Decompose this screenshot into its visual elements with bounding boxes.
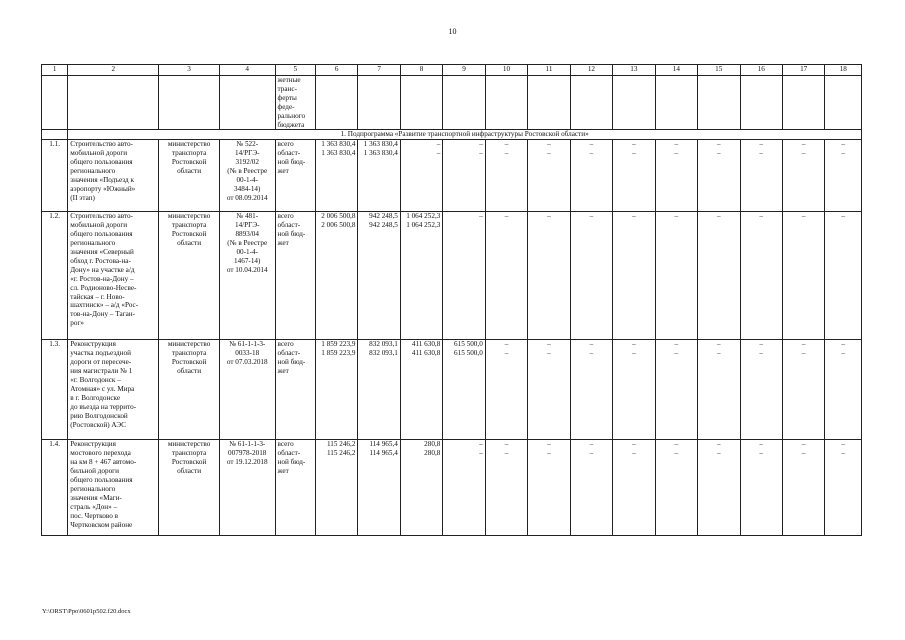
cell-line: –	[436, 149, 441, 158]
cell-line: ной бюд-	[277, 158, 306, 167]
cell-line: дороги от пересече-	[70, 358, 132, 367]
cell-line: –	[759, 340, 764, 349]
cell-line: –	[801, 212, 806, 221]
cell-line: «г. Ростов-на-Дону –	[70, 274, 134, 283]
cell-line: –	[716, 149, 721, 158]
cell-line: страль «Дон» –	[70, 502, 118, 511]
document-cell	[219, 140, 275, 212]
amount-col7-cell	[358, 440, 400, 536]
column-number: 9	[443, 65, 485, 76]
cell-line: 8893/04	[235, 230, 259, 239]
amount-cell	[613, 340, 655, 440]
column-number: 10	[485, 65, 527, 76]
cell-line: област-	[277, 221, 301, 230]
cell-line: всего	[277, 212, 294, 221]
cell-line: –	[759, 212, 764, 221]
cell-line: –	[801, 149, 806, 158]
amount-cell	[570, 340, 612, 440]
cell-line: –	[504, 149, 509, 158]
cell-line: област-	[277, 449, 301, 458]
cell-line: Реконструкция	[70, 440, 116, 449]
cell-line: –	[504, 349, 509, 358]
amount-cell	[655, 440, 697, 536]
page-number: 10	[448, 27, 457, 36]
amount-cell	[570, 140, 612, 212]
cell-line: 1 363 830,4	[363, 140, 398, 149]
cell-line: –	[547, 340, 551, 349]
column-number: 17	[782, 65, 824, 76]
cell-line: –	[632, 440, 636, 449]
cell-line: общего пользования	[70, 158, 133, 167]
cell-line: ния магистрали № 1	[70, 367, 133, 376]
cell-line: Строительство авто-	[70, 140, 133, 149]
funding-source-cell	[275, 340, 315, 440]
column-number: 11	[528, 65, 570, 76]
cell-line: регионального	[70, 239, 116, 248]
cell-line: Атомная» с ул. Мира	[70, 384, 135, 393]
cell-line: жет	[277, 367, 289, 376]
table-row	[42, 440, 862, 536]
cell-line: всего	[277, 340, 294, 349]
cell-line: –	[589, 340, 594, 349]
cell-line: –	[479, 149, 483, 158]
cell-line: № 481-	[236, 212, 259, 221]
cell-line: Чертковском районе	[70, 520, 133, 529]
cell-line: 942 248,5	[369, 212, 398, 221]
cell-line: –	[479, 449, 483, 458]
cell-line: 007978-2018	[228, 449, 267, 458]
cell-line: –	[674, 349, 679, 358]
cell-line: –	[716, 449, 721, 458]
cell-line: –	[479, 212, 483, 221]
amount-cell	[740, 440, 782, 536]
cell-line: «г. Волгодонск –	[70, 375, 121, 384]
amount-cell	[782, 440, 824, 536]
amount-cell	[570, 440, 612, 536]
cell-line: –	[716, 140, 721, 149]
cell-line: в г. Волгодонске	[70, 393, 121, 402]
object-name-cell	[68, 212, 159, 340]
amount-col9-cell	[443, 140, 485, 212]
amount-cell	[528, 140, 570, 212]
cell-line: 115 246,2	[326, 449, 356, 458]
cell-line: всего	[277, 140, 294, 149]
cell-line: (II этап)	[70, 193, 95, 202]
row-number: 1.2.	[42, 212, 68, 340]
cell-line: министерство	[167, 440, 211, 449]
cell-line: 3484-14)	[234, 184, 261, 193]
cell-line: –	[674, 149, 679, 158]
amount-col9-cell	[443, 212, 485, 340]
column-number: 13	[613, 65, 655, 76]
cell-line: 14/РГЭ-	[234, 221, 260, 230]
cell-line: общего пользования	[70, 475, 133, 484]
amount-cell	[740, 212, 782, 340]
cell-line: 615 500,0	[454, 340, 483, 349]
cell-line: 1 363 830,4	[321, 149, 356, 158]
cell-line: 615 500,0	[454, 349, 483, 358]
column-number: 7	[358, 65, 400, 76]
object-name-cell	[68, 440, 159, 536]
amount-col7-cell	[358, 212, 400, 340]
cell-line: 832 093,1	[369, 340, 398, 349]
cell-line: 115 246,2	[326, 440, 356, 449]
cell-line: значения «Подъезд к	[70, 175, 134, 184]
cell-line: –	[759, 449, 764, 458]
cell-line: 114 965,4	[369, 440, 398, 449]
cell-line: –	[632, 449, 636, 458]
amount-cell	[613, 440, 655, 536]
cell-line: –	[674, 440, 679, 449]
cell-line: –	[841, 340, 845, 349]
cell-line: –	[759, 349, 764, 358]
amount-cell	[825, 140, 862, 212]
column-number: 4	[219, 65, 275, 76]
amount-col8-cell	[400, 140, 442, 212]
cell-line: области	[177, 167, 202, 176]
amount-cell	[698, 212, 740, 340]
cell-line: –	[632, 149, 636, 158]
cell-line: –	[547, 440, 551, 449]
cell-line: –	[504, 140, 509, 149]
amount-cell	[570, 212, 612, 340]
amount-col7-cell	[358, 140, 400, 212]
cell-line: 2 006 500,8	[321, 212, 356, 221]
cell-line: 1467-14)	[234, 256, 261, 265]
amount-cell	[655, 140, 697, 212]
cell-line: –	[801, 449, 806, 458]
cell-line: рог»	[70, 319, 85, 328]
cell-line: 00-1-4-	[236, 247, 258, 256]
cell-line: 1 363 830,4	[363, 149, 398, 158]
cell-line: –	[841, 212, 845, 221]
cell-line: –	[632, 349, 636, 358]
executor-cell	[159, 212, 220, 340]
cell-line: транспорта	[171, 449, 207, 458]
cell-line: –	[632, 140, 636, 149]
amount-cell	[782, 340, 824, 440]
amount-cell	[528, 212, 570, 340]
cell-line: мобильной дороги	[70, 221, 128, 230]
cell-line: от 07.03.2018	[226, 358, 268, 367]
cell-line: –	[589, 449, 594, 458]
cell-line: жетные	[277, 76, 301, 84]
program-table	[41, 64, 862, 536]
amount-cell	[528, 440, 570, 536]
cell-line: министерство	[167, 212, 211, 221]
cell-line: Дону» на участке а/д	[70, 265, 135, 274]
cell-line: жет	[277, 167, 289, 176]
cell-line: –	[504, 440, 509, 449]
cell-line: 00-1-4-	[236, 175, 258, 184]
continuation-row	[42, 76, 862, 130]
cell-line: –	[589, 149, 594, 158]
cell-line: –	[841, 140, 845, 149]
cell-line: –	[547, 149, 551, 158]
cell-line: –	[479, 440, 483, 449]
cell-line: –	[674, 449, 679, 458]
cell-line: –	[547, 349, 551, 358]
cell-line: министерство	[167, 340, 211, 349]
cell-line: –	[674, 140, 679, 149]
amount-cell	[613, 140, 655, 212]
column-number: 2	[68, 65, 159, 76]
cell-line: от 19.12.2018	[226, 458, 268, 467]
cell-line: на км 8 + 467 автомо-	[70, 458, 137, 467]
amount-cell	[485, 340, 527, 440]
cell-line: Ростовской	[171, 458, 207, 467]
column-number: 6	[315, 65, 357, 76]
row-number: 1.1.	[42, 140, 68, 212]
object-name-cell	[68, 340, 159, 440]
cell-line: –	[841, 440, 845, 449]
cell-line: 411 630,8	[411, 340, 441, 349]
cell-line: мостового перехода	[70, 449, 131, 458]
column-number: 8	[400, 65, 442, 76]
cell-line: –	[674, 212, 679, 221]
amount-cell	[655, 212, 697, 340]
cell-line: –	[547, 212, 551, 221]
cell-line: транспорта	[171, 349, 207, 358]
cell-line: 1 363 830,4	[321, 140, 356, 149]
amount-cell	[782, 140, 824, 212]
amount-cell	[698, 140, 740, 212]
amount-cell	[528, 340, 570, 440]
amount-cell	[740, 340, 782, 440]
row-number: 1.3.	[42, 340, 68, 440]
object-name-cell	[68, 140, 159, 212]
amount-cell	[740, 140, 782, 212]
row-number: 1.4.	[42, 440, 68, 536]
cell-line: 280,8	[424, 449, 441, 458]
cell-line: –	[479, 140, 483, 149]
cell-line: Строительство авто-	[70, 212, 133, 221]
cell-line: 942 248,5	[369, 221, 398, 230]
cell-line: ной бюд-	[277, 230, 306, 239]
cell-line: области	[177, 367, 202, 376]
cell-line: област-	[277, 349, 301, 358]
total-amount-cell	[315, 140, 357, 212]
cell-line: област-	[277, 149, 301, 158]
cell-line: тайская – г. Ново-	[70, 292, 125, 301]
cell-line: общего пользования	[70, 230, 133, 239]
cell-line: ной бюд-	[277, 458, 306, 467]
column-number-row	[42, 65, 862, 76]
cell-line: 114 965,4	[369, 449, 398, 458]
cell-line: обход г. Ростова-на-	[70, 256, 131, 265]
document-cell	[219, 440, 275, 536]
cell-line: –	[589, 440, 594, 449]
amount-col7-cell	[358, 340, 400, 440]
column-number: 3	[159, 65, 220, 76]
funding-source-cell	[275, 212, 315, 340]
cell-line: 832 093,1	[369, 349, 398, 358]
cell-line: –	[504, 449, 509, 458]
cell-line: –	[841, 349, 845, 358]
cell-line: (№ в Реестре	[227, 239, 268, 248]
amount-cell	[485, 212, 527, 340]
cell-line: рию Волгодонской	[70, 411, 128, 420]
cell-line: регионального	[70, 484, 116, 493]
total-amount-cell	[315, 440, 357, 536]
amount-col9-cell	[443, 440, 485, 536]
cell-line: –	[716, 212, 721, 221]
column-number: 18	[825, 65, 862, 76]
document-cell	[219, 340, 275, 440]
cell-line: аэропорту «Южный»	[70, 184, 136, 193]
cell-line: –	[547, 449, 551, 458]
column-number: 15	[698, 65, 740, 76]
subprogram-title: 1. Подпрограмма «Развитие транспортной инфраструктуры Ростовской области»	[68, 130, 862, 140]
cell-line: № 61-1-1-3-	[229, 340, 266, 349]
executor-cell	[159, 140, 220, 212]
column-number: 5	[275, 65, 315, 76]
executor-cell	[159, 340, 220, 440]
table-row	[42, 340, 862, 440]
cell-line: ной бюд-	[277, 358, 306, 367]
column-number: 12	[570, 65, 612, 76]
cell-line: –	[632, 340, 636, 349]
cell-line: 2 006 500,8	[321, 221, 356, 230]
cell-line: транс-	[277, 84, 297, 93]
amount-cell	[825, 340, 862, 440]
funding-source-cell	[275, 440, 315, 536]
amount-col8-cell	[400, 440, 442, 536]
cell-line: жет	[277, 467, 289, 476]
subprogram-row	[42, 130, 862, 140]
amount-cell	[485, 140, 527, 212]
funding-source-cell	[275, 140, 315, 212]
cell-line: пос. Чертково в	[70, 511, 119, 520]
cell-line: всего	[277, 440, 294, 449]
cell-line: –	[589, 140, 594, 149]
cell-line: –	[504, 212, 509, 221]
cell-line: –	[841, 149, 845, 158]
cell-line: –	[759, 140, 764, 149]
amount-cell	[825, 440, 862, 536]
executor-cell	[159, 440, 220, 536]
cell-line: –	[801, 349, 806, 358]
cell-line: –	[759, 149, 764, 158]
cell-line: значения «Северный	[70, 247, 134, 256]
amount-col9-cell	[443, 340, 485, 440]
cell-line: регионального	[70, 167, 116, 176]
cell-line: от 10.04.2014	[226, 265, 268, 274]
cell-line: Ростовской	[171, 158, 207, 167]
cell-line: бильной дороги	[70, 467, 119, 476]
cell-line: –	[716, 440, 721, 449]
cell-line: –	[716, 340, 721, 349]
cell-line: –	[841, 449, 845, 458]
cell-line: (Ростовской) АЭС	[70, 420, 126, 429]
cell-line: министерство	[167, 140, 211, 149]
cell-line: сл. Родионово-Несве-	[70, 283, 137, 292]
cell-line: –	[547, 140, 551, 149]
footer-path: Y:\ORST\Ppo\0601p502.f20.docx	[42, 608, 131, 615]
cell-line: 1 064 252,3	[406, 221, 441, 230]
cell-line: (№ в Реестре	[227, 167, 268, 176]
cell-line: –	[759, 440, 764, 449]
cell-line: 411 630,8	[411, 349, 441, 358]
amount-cell	[698, 440, 740, 536]
cell-line: рального	[277, 111, 306, 120]
cell-line: 1 859 223,9	[321, 349, 356, 358]
cell-line: мобильной дороги	[70, 149, 128, 158]
cell-line: –	[801, 440, 806, 449]
cell-line: –	[801, 140, 806, 149]
cell-line: ферты	[277, 93, 297, 102]
cell-line: жет	[277, 239, 289, 248]
cell-line: № 522-	[236, 140, 259, 149]
cell-line: тов-на-Дону – Таган-	[70, 310, 136, 319]
amount-col8-cell	[400, 212, 442, 340]
cell-line: –	[589, 212, 594, 221]
table-row	[42, 212, 862, 340]
cell-line: от 08.09.2014	[226, 193, 268, 202]
cell-line: значения «Маги-	[70, 493, 122, 502]
amount-cell	[698, 340, 740, 440]
cell-line: феде-	[277, 102, 295, 111]
amount-cell	[655, 340, 697, 440]
cell-line: транспорта	[171, 149, 207, 158]
cell-line: области	[177, 239, 202, 248]
amount-cell	[825, 212, 862, 340]
document-cell	[219, 212, 275, 340]
column-number: 1	[42, 65, 68, 76]
cell-line: № 61-1-1-3-	[229, 440, 266, 449]
total-amount-cell	[315, 212, 357, 340]
cell-line: 1 859 223,9	[321, 340, 356, 349]
cell-line: 280,8	[424, 440, 441, 449]
cell-line: шахтинск» – а/д «Рос-	[70, 301, 139, 310]
continuation-source-cell	[275, 76, 315, 130]
cell-line: 14/РГЭ-	[234, 149, 260, 158]
cell-line: –	[504, 340, 509, 349]
column-number: 16	[740, 65, 782, 76]
cell-line: 0033-18	[235, 349, 260, 358]
cell-line: Реконструкция	[70, 340, 116, 349]
amount-col8-cell	[400, 340, 442, 440]
amount-cell	[485, 440, 527, 536]
cell-line: –	[801, 340, 806, 349]
cell-line: участка подъездной	[70, 349, 131, 358]
cell-line: 3192/02	[235, 158, 259, 167]
cell-line: Ростовской	[171, 230, 207, 239]
total-amount-cell	[315, 340, 357, 440]
cell-line: бюджета	[277, 120, 305, 129]
column-number: 14	[655, 65, 697, 76]
cell-line: транспорта	[171, 221, 207, 230]
cell-line: –	[436, 140, 441, 149]
amount-cell	[782, 212, 824, 340]
cell-line: –	[716, 349, 721, 358]
cell-line: до въезда на террито-	[70, 402, 137, 411]
table-row	[42, 140, 862, 212]
cell-line: –	[674, 340, 679, 349]
cell-line: области	[177, 467, 202, 476]
cell-line: Ростовской	[171, 358, 207, 367]
amount-cell	[613, 212, 655, 340]
cell-line: –	[632, 212, 636, 221]
cell-line: 1 064 252,3	[406, 212, 441, 221]
cell-line: –	[589, 349, 594, 358]
